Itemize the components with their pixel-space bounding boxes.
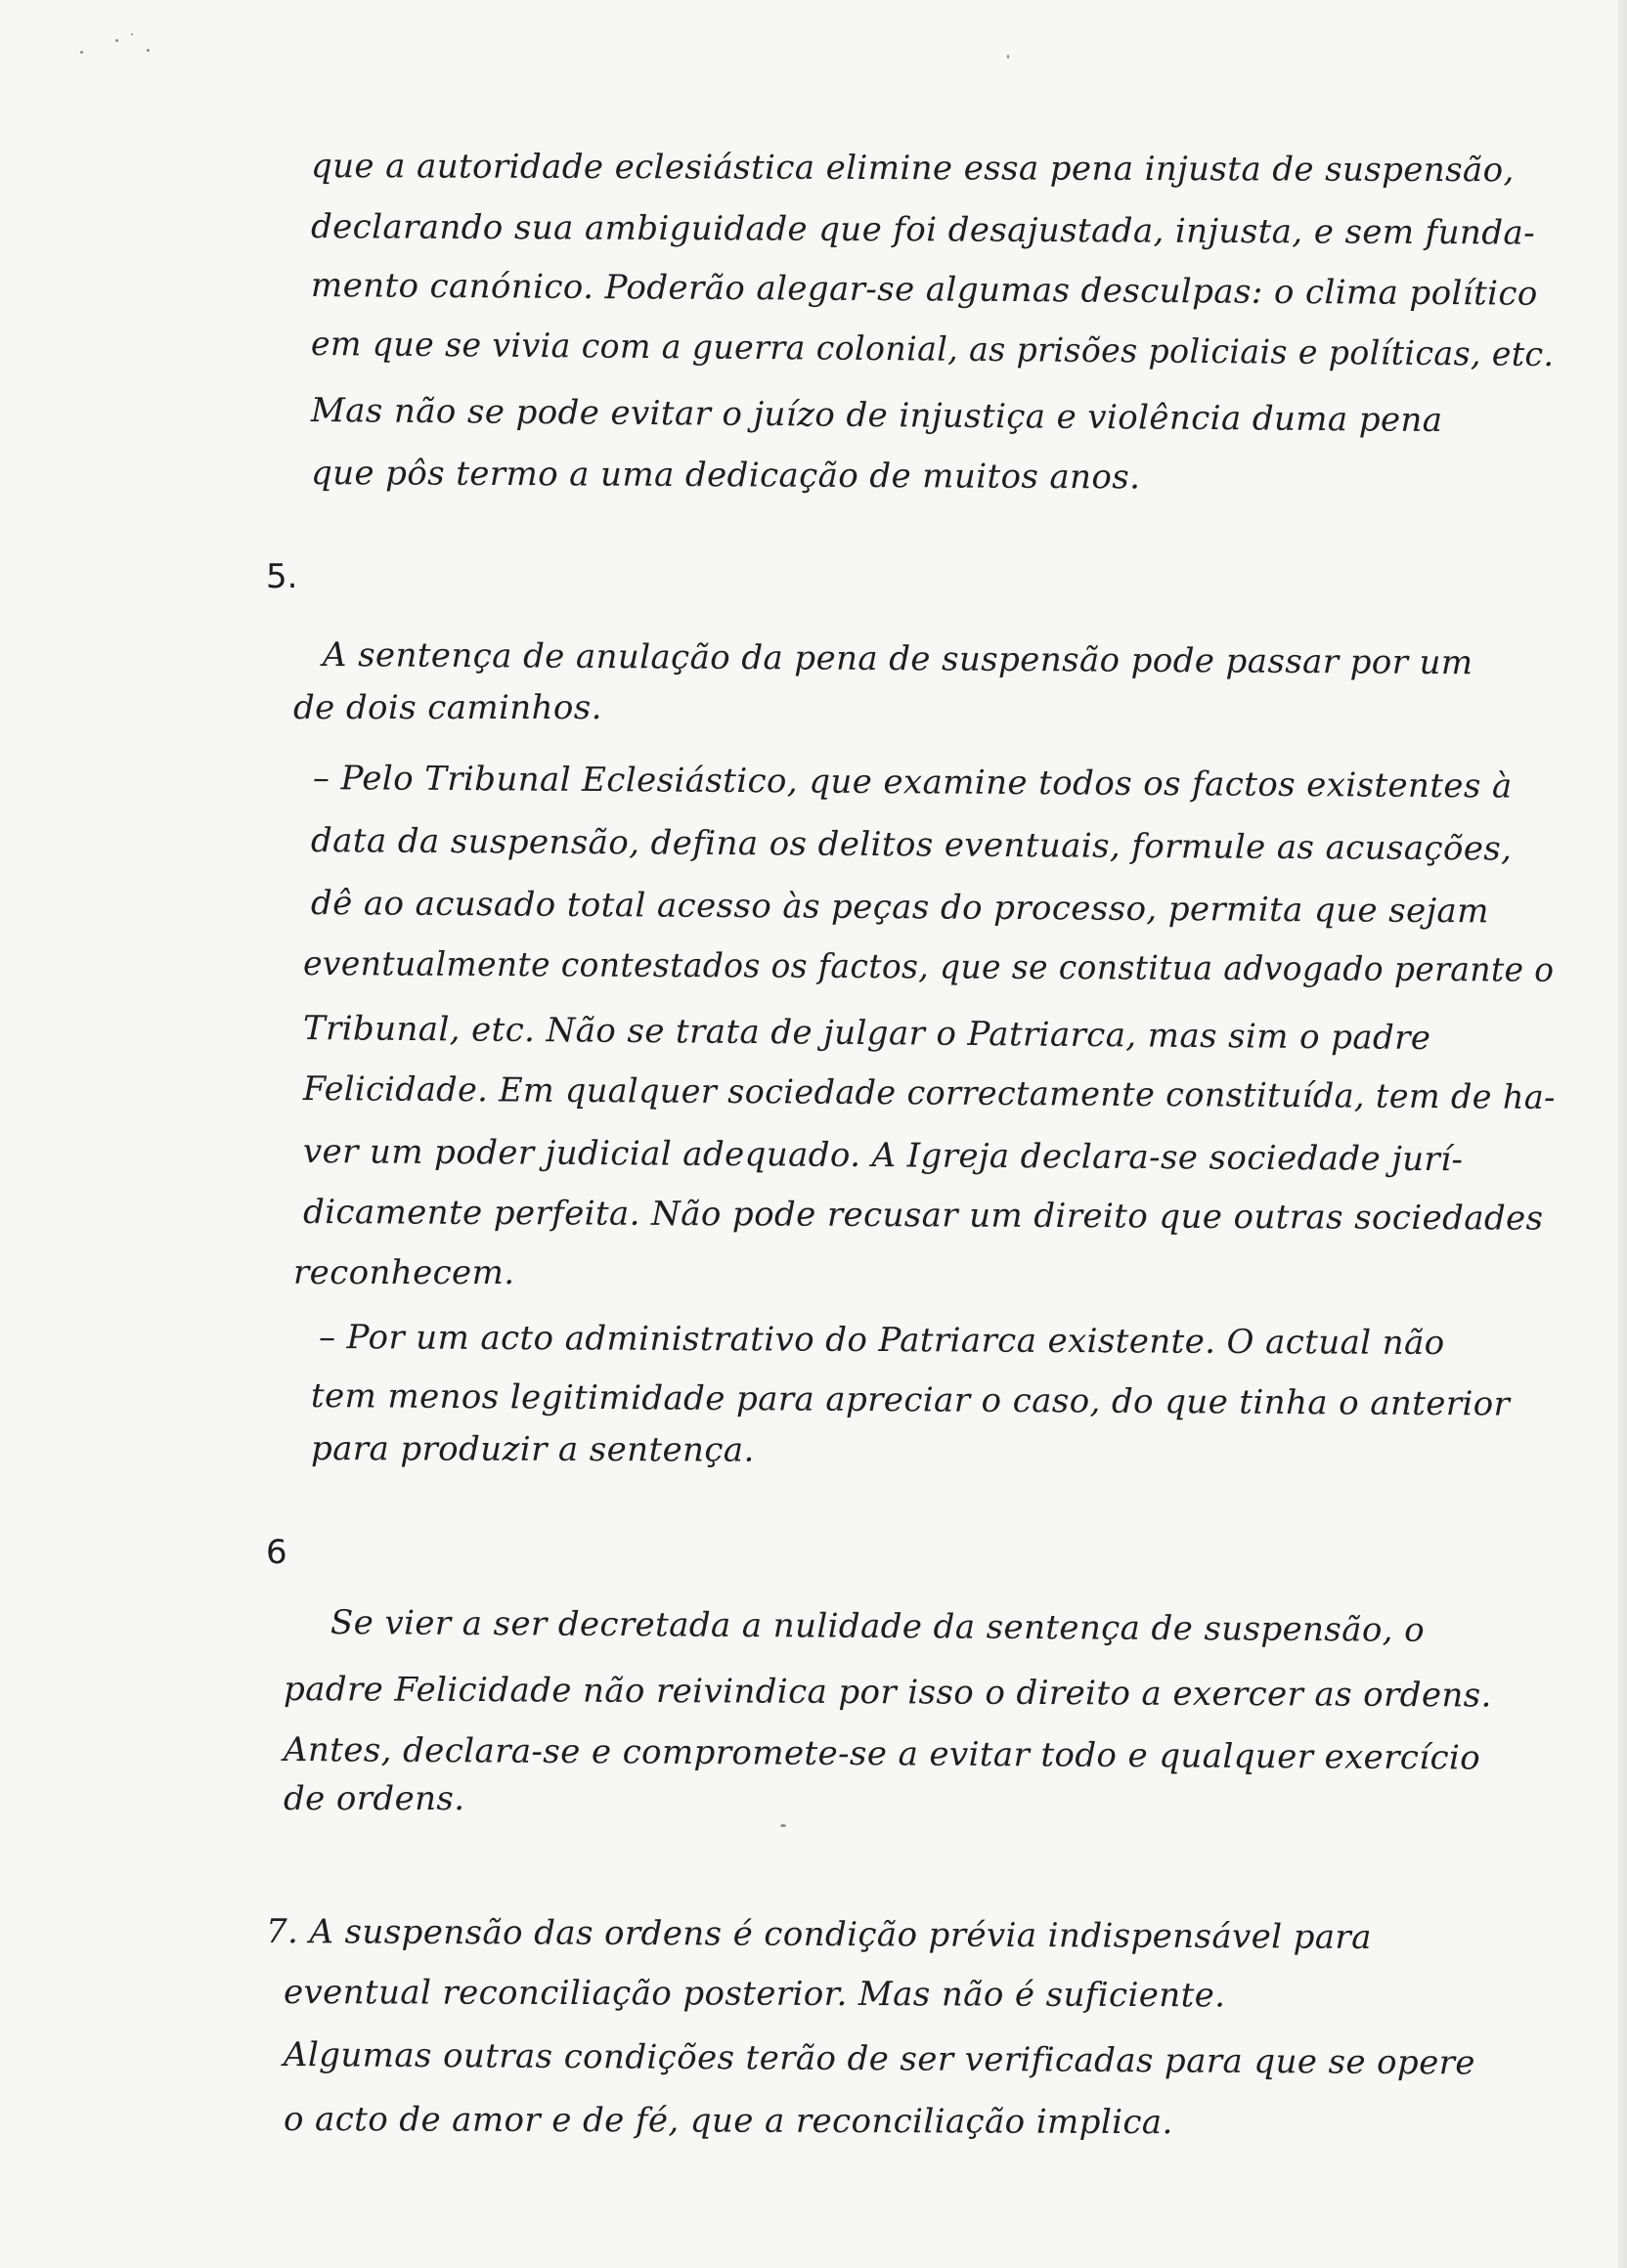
paragraph-line: declarando sua ambiguidade que foi desajustada, injusta, e sem funda- — [310, 207, 1536, 253]
paragraph-line: Antes, declara-se e compromete-se a evitar todo e qualquer exercício — [283, 1730, 1481, 1778]
paragraph-line: Tribunal, etc. Não se trata de julgar o Patriarca, mas sim o padre — [302, 1009, 1431, 1059]
paragraph-line: – Por um acto administrativo do Patriarca existente. O actual não — [318, 1318, 1445, 1364]
paragraph-line: 7. A suspensão das ordens é condição prévia indispensável para — [265, 1912, 1372, 1957]
paragraph-line: em que se vivia com a guerra colonial, as prisões policiais e políticas, etc. — [310, 325, 1555, 375]
paragraph-line: data da suspensão, defina os delitos eventuais, formule as acusações, — [310, 821, 1513, 869]
paragraph-line: Felicidade. Em qualquer sociedade correctamente constituída, tem de ha- — [302, 1069, 1556, 1117]
paragraph-line: A sentença de anulação da pena de suspensão pode passar por um — [322, 635, 1473, 683]
paragraph-line: mento canónico. Poderão alegar-se algumas desculpas: o clima político — [310, 266, 1538, 314]
scan-speck — [147, 49, 150, 52]
scan-speck — [1007, 55, 1009, 59]
section-number: 6 — [266, 1533, 287, 1572]
scan-speck — [780, 1824, 786, 1827]
paragraph-line: eventual reconciliação posterior. Mas não é suficiente. — [283, 1973, 1226, 2016]
paragraph-line: dê ao acusado total acesso às peças do processo, permita que sejam — [310, 884, 1489, 932]
paragraph-line: que pôs termo a uma dedicação de muitos anos. — [310, 454, 1141, 498]
paragraph-line: que a autoridade eclesiástica elimine essa pena injusta de suspensão, — [310, 147, 1515, 191]
scan-speck — [80, 51, 83, 54]
paragraph-line: eventualmente contestados os factos, que se constitua advogado perante o — [302, 944, 1555, 990]
paragraph-line: padre Felicidade não reivindica por isso o direito a exercer as ordens. — [283, 1670, 1492, 1716]
paragraph-line: de dois caminhos. — [293, 688, 602, 727]
paragraph-line: reconhecem. — [293, 1253, 515, 1292]
paragraph-line: de ordens. — [284, 1779, 465, 1818]
section-number: 5. — [266, 557, 298, 596]
paragraph-line: o acto de amor e de fé, que a reconciliação implica. — [283, 2100, 1173, 2143]
paragraph-line: Algumas outras condições terão de ser verificadas para que se opere — [283, 2035, 1476, 2083]
paragraph-line: Mas não se pode evitar o juízo de injustiça e violência duma pena — [310, 391, 1443, 441]
paragraph-line: para produzir a sentença. — [310, 1429, 755, 1470]
paragraph-line: Se vier a ser decretada a nulidade da sentença de suspensão, o — [330, 1603, 1426, 1650]
scan-speck — [115, 39, 118, 42]
scan-speck — [131, 33, 133, 35]
paragraph-line: ver um poder judicial adequado. A Igreja declara-se sociedade jurí- — [302, 1132, 1464, 1180]
paragraph-line: dicamente perfeita. Não pode recusar um direito que outras sociedades — [302, 1193, 1544, 1239]
paragraph-line: – Pelo Tribunal Eclesiástico, que examine todos os factos existentes à — [312, 759, 1513, 807]
paper-edge-shadow — [1617, 0, 1627, 2268]
paragraph-line: tem menos legitimidade para apreciar o caso, do que tinha o anterior — [310, 1376, 1511, 1424]
